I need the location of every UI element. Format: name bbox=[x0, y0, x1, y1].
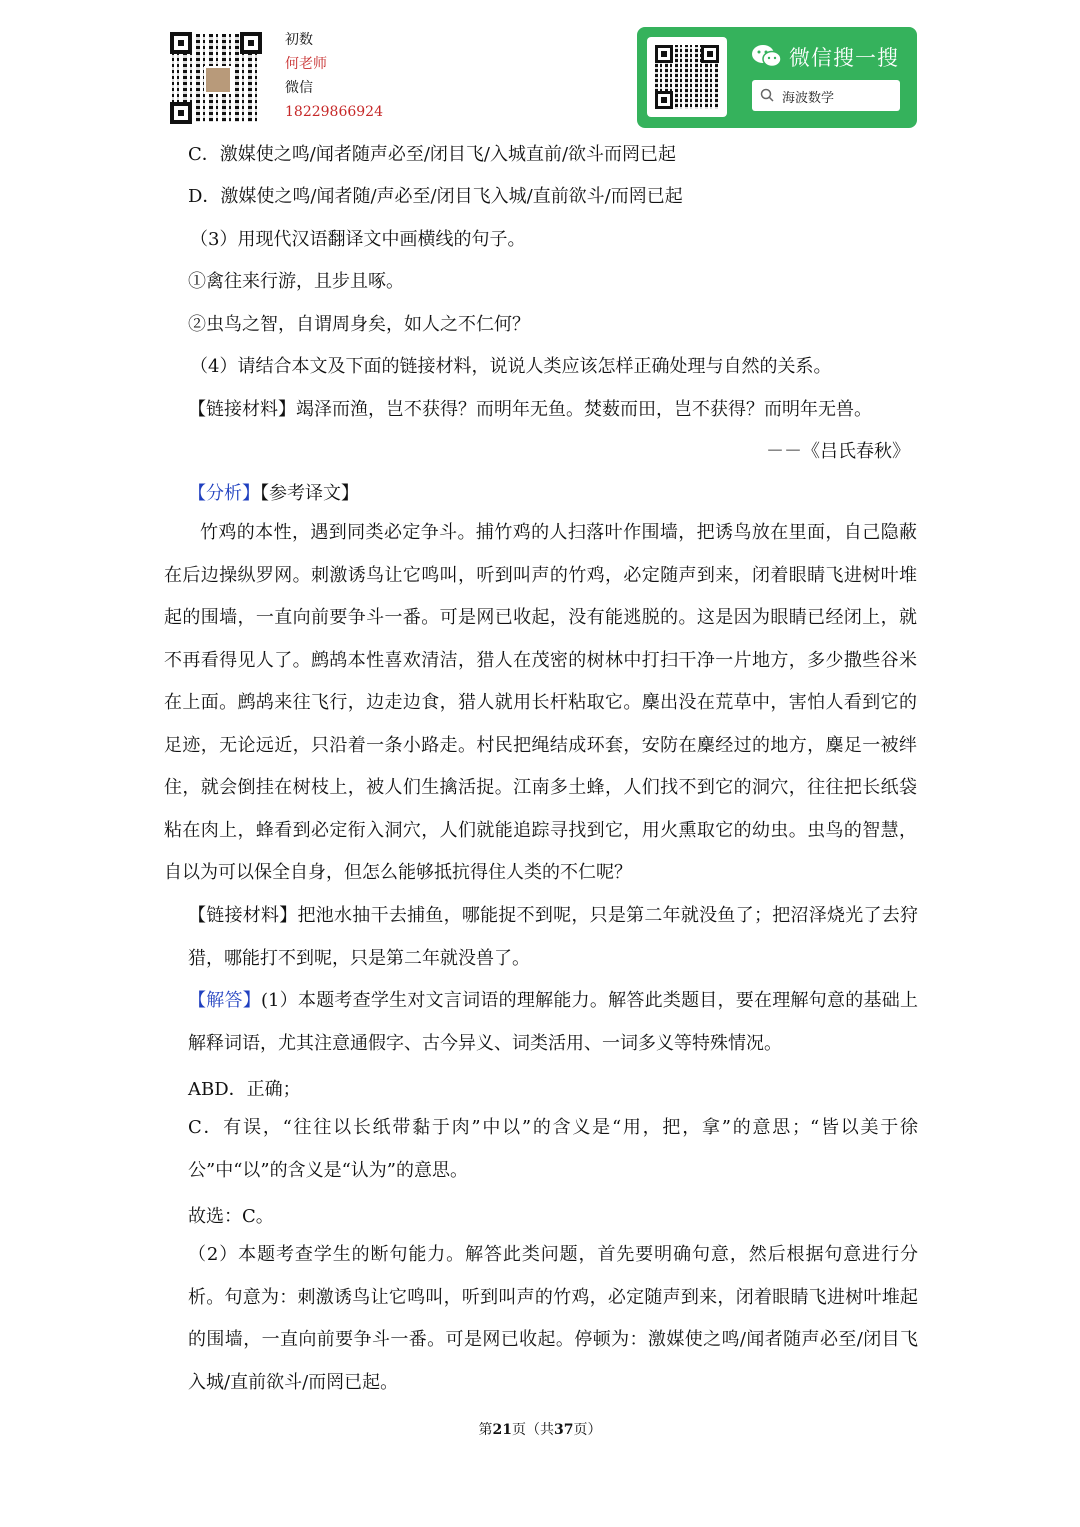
answer-tag: 【解答】 bbox=[188, 990, 261, 1011]
avatar bbox=[204, 66, 232, 94]
wechat-qr-code bbox=[647, 37, 727, 117]
wechat-search-title: 微信搜一搜 bbox=[789, 46, 899, 70]
option-c: C．激媒使之鸣/闻者随声必至/闭目飞/入城直前/欲斗而罔已起 bbox=[188, 144, 677, 165]
contact-phone: 18229866924 bbox=[285, 104, 383, 120]
reference-tag: 【参考译文】 bbox=[260, 483, 359, 504]
qr-code bbox=[170, 32, 262, 124]
contact-line: 微信 bbox=[285, 80, 313, 96]
qr-finder bbox=[240, 32, 262, 54]
total-pages: 37 bbox=[554, 1422, 574, 1438]
sentence-2: ②虫鸟之智，自谓周身矣，如人之不仁何？ bbox=[188, 314, 530, 335]
search-text: 海波数学 bbox=[782, 91, 835, 106]
choose-answer: 故选：C。 bbox=[188, 1206, 274, 1227]
wechat-icon bbox=[751, 43, 783, 69]
abd-correct: ABD．正确； bbox=[188, 1079, 301, 1100]
source-citation: －－《吕氏春秋》 bbox=[766, 441, 910, 462]
link-material: 【链接材料】竭泽而渔，岂不获得？而明年无鱼。焚薮而田，岂不获得？而明年无兽。 bbox=[188, 399, 872, 420]
answer-1 bbox=[188, 980, 918, 1065]
contact-name: 何老师 bbox=[285, 56, 327, 72]
search-icon bbox=[760, 88, 774, 102]
link-translation: 【链接材料】把池水抽干去捕鱼，哪能捉不到呢，只是第二年就没鱼了；把沼泽烧光了去狩猎，哪能打不到呢，只是第二年就没兽了。 bbox=[188, 905, 918, 969]
analysis-heading bbox=[188, 479, 359, 505]
sentence-1: ①禽往来行游，且步且啄。 bbox=[188, 271, 404, 292]
page-number: 21 bbox=[492, 1422, 512, 1438]
footer-prefix: 第 bbox=[478, 1422, 493, 1438]
question-4: （4）请结合本文及下面的链接材料，说说人类应该怎样正确处理与自然的关系。 bbox=[190, 356, 832, 377]
wechat-search-card[interactable] bbox=[637, 27, 917, 128]
qr-finder bbox=[170, 102, 192, 124]
qr-finder bbox=[170, 32, 192, 54]
analysis-tag: 【分析】 bbox=[188, 483, 260, 504]
c-error: C．有误，“往往以长纸带黏于肉”中以”的含义是“用，把，拿”的意思；“皆以美于徐公”中“以”的含义是“认为”的意思。 bbox=[188, 1117, 918, 1181]
question-3: （3）用现代汉语翻译文中画横线的句子。 bbox=[190, 229, 526, 250]
answer-1-text: (1）本题考查学生对文言词语的理解能力。解答此类题目，要在理解句意的基础上解释词语，尤其注意通假字、古今异义、词类活用、一词多义等特殊情况。 bbox=[188, 990, 918, 1054]
translation-paragraph: 竹鸡的本性，遇到同类必定争斗。捕竹鸡的人扫落叶作围墙，把诱鸟放在里面，自己隐蔽在后边操纵罗网。刺激诱鸟让它鸣叫，听到叫声的竹鸡，必定随声到来，闭着眼睛飞进树叶堆起的围墙，一直向前要争斗一番。可是网已收起，没有能逃脱的。这是因为眼睛已经闭上，就不再看得见人了。鹧鸪本性喜欢清洁，猎人在茂密的树林中打扫干净一片地方，多少撒些谷米在上面。鹧鸪来往飞行，边走边食，猎人就用长杆粘取它。麇出没在荒草中，害怕人看到它的足迹，无论远近，只沿着一条小路走。村民把绳结成环套，安防在麇经过的地方，麇足一被绊住，就会倒挂在树枝上，被人们生擒活捉。江南多土蜂，人们找不到它的洞穴，往往把长纸袋粘在肉上，蜂看到必定衔入洞穴，人们就能追踪寻找到它，用火熏取它的幼虫。虫鸟的智慧，自以为可以保全自身，但怎么能够抵抗得住人类的不仁呢？ bbox=[164, 522, 917, 883]
answer-2: （2）本题考查学生的断句能力。解答此类问题，首先要明确句意，然后根据句意进行分析。句意为：刺激诱鸟让它鸣叫，听到叫声的竹鸡，必定随声到来，闭着眼睛飞进树叶堆起的围墙，一直向前要争斗一番。可是网已收起。停顿为：激媒使之鸣/闻者随声必至/闭目飞入城/直前欲斗/而罔已起。 bbox=[188, 1244, 918, 1393]
page-footer bbox=[0, 1419, 1080, 1439]
contact-line: 初数 bbox=[285, 32, 313, 48]
footer-suffix: 页） bbox=[573, 1422, 602, 1438]
wechat-search-box[interactable] bbox=[752, 80, 900, 111]
contact-info bbox=[285, 28, 383, 124]
option-d: D．激媒使之鸣/闻者随/声必至/闭目飞入城/直前欲斗/而罔已起 bbox=[188, 186, 683, 207]
footer-middle: 页（共 bbox=[512, 1422, 554, 1438]
